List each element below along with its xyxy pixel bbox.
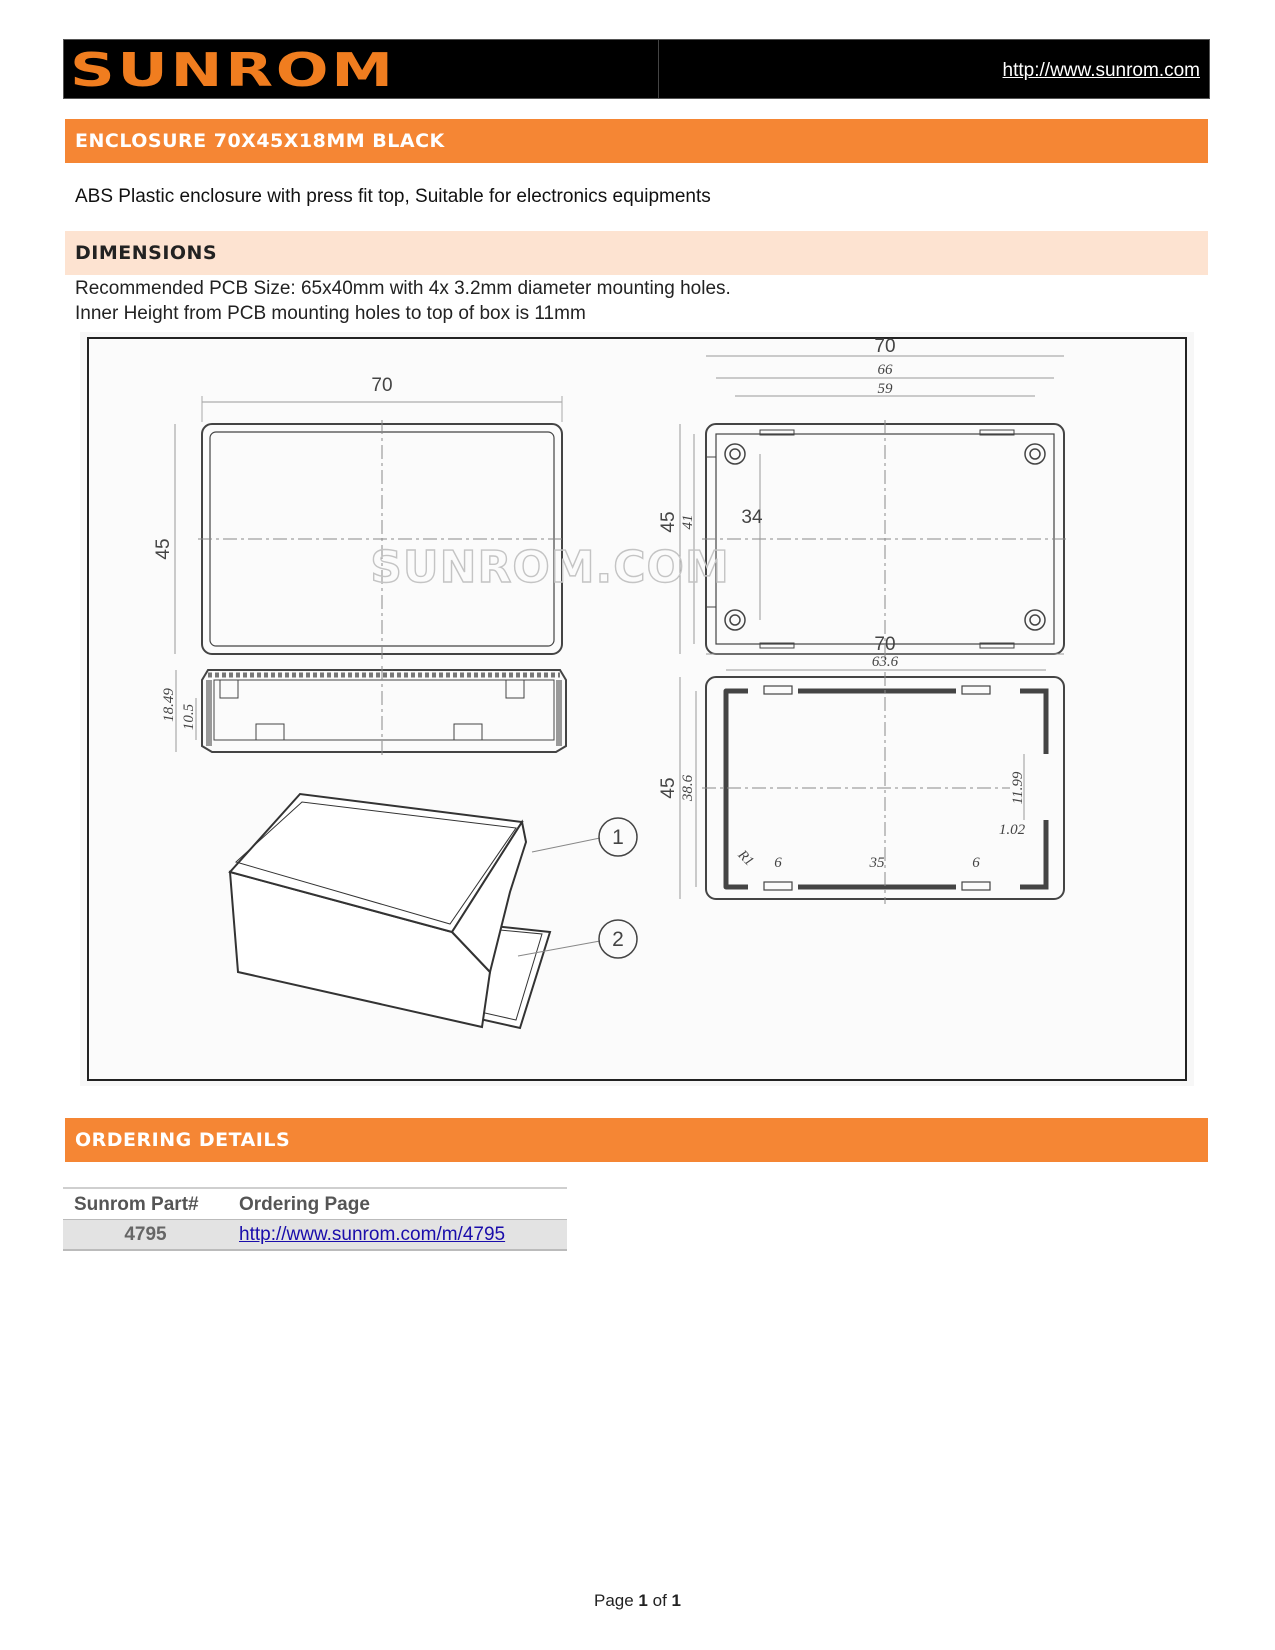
- page-footer: [0, 1591, 1275, 1611]
- column-header-ordering-page: Ordering Page: [228, 1188, 567, 1220]
- table-row: [63, 1220, 567, 1251]
- ordering-heading-bar: [65, 1118, 1208, 1162]
- lid-tab-mid-label: 35: [869, 855, 885, 871]
- lid-width-inner-label: 63.6: [871, 654, 899, 670]
- footer-page-number: 1: [638, 1591, 648, 1610]
- lid-tab-right-label: 6: [972, 855, 980, 871]
- dimensions-heading: DIMENSIONS: [75, 242, 218, 264]
- lid-radius-label: R1: [734, 847, 757, 870]
- part-number: 4795: [63, 1220, 228, 1251]
- header-divider: [658, 40, 659, 98]
- dimensions-heading-bar: [65, 231, 1208, 275]
- callout-2: 2: [612, 928, 624, 951]
- side-height-outer-label: 18.49: [161, 688, 177, 722]
- lid-height-inner-label: 38.6: [680, 774, 696, 802]
- ordering-heading: ORDERING DETAILS: [75, 1129, 291, 1151]
- watermark: SUNROM.COM: [370, 542, 730, 593]
- column-header-part: Sunrom Part#: [63, 1188, 228, 1220]
- product-title-bar: [65, 119, 1208, 163]
- bottom-width-mid-label: 66: [877, 362, 893, 378]
- lid-gap-label: 11.99: [1010, 771, 1026, 805]
- bottom-hole-spacing-label: 34: [741, 507, 763, 528]
- inner-height-text: Inner Height from PCB mounting holes to top of box is 11mm: [75, 303, 586, 324]
- product-description: ABS Plastic enclosure with press fit top, Suitable for electronics equipments: [75, 186, 711, 207]
- ordering-table: [63, 1187, 567, 1251]
- bottom-height-outer-label: 45: [658, 511, 679, 533]
- lid-width-outer-label: 70: [874, 634, 896, 655]
- ordering-page-link[interactable]: http://www.sunrom.com/m/4795: [239, 1223, 506, 1245]
- footer-of: of: [652, 1591, 667, 1610]
- bottom-width-outer-label: 70: [874, 336, 896, 357]
- top-view-height-label: 45: [153, 538, 174, 560]
- bottom-height-inner-label: 41: [680, 514, 696, 530]
- lid-height-outer-label: 45: [658, 777, 679, 799]
- pcb-size-text: Recommended PCB Size: 65x40mm with 4x 3.2mm diameter mounting holes.: [75, 278, 731, 299]
- ordering-link-cell: [228, 1220, 567, 1251]
- callout-1: 1: [612, 826, 624, 849]
- top-view-width-label: 70: [371, 375, 393, 396]
- side-height-inner-label: 10.5: [181, 703, 197, 731]
- bottom-width-inner-label: 59: [877, 381, 893, 397]
- footer-page-total: 1: [671, 1591, 682, 1610]
- footer-page-prefix: Page: [593, 1591, 634, 1610]
- table-header-row: [63, 1188, 567, 1220]
- product-title: ENCLOSURE 70X45X18MM BLACK: [75, 130, 445, 152]
- lid-wall-label: 1.02: [998, 822, 1026, 838]
- enclosure-drawing: [80, 332, 1194, 1086]
- lid-tab-left-label: 6: [774, 855, 782, 871]
- sunrom-logo: SUNROM: [70, 43, 396, 97]
- header-url-link[interactable]: http://www.sunrom.com: [1002, 60, 1200, 81]
